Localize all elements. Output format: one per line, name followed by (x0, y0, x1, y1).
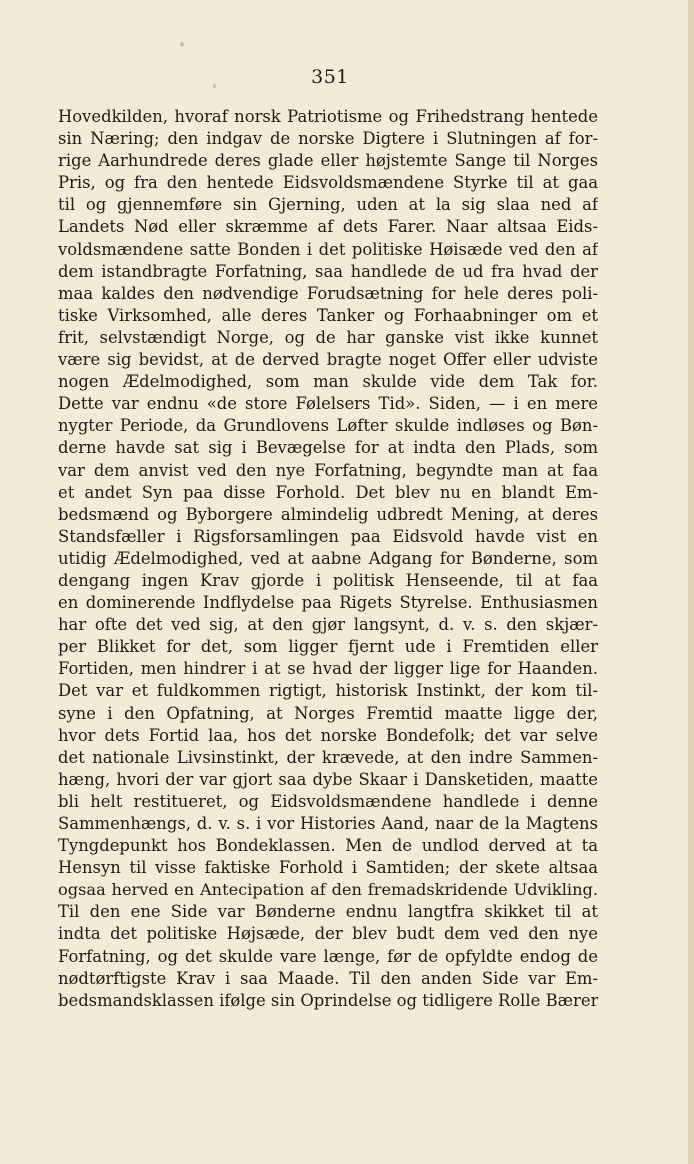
text-line: ogsaa herved en Antecipation af den fremadskridende Udvikling. (58, 880, 598, 900)
text-line: til og gjennemføre sin Gjerning, uden at la sig slaa ned af (58, 195, 598, 215)
text-line: Standsfæller i Rigsforsamlingen paa Eidsvold havde vist en (58, 526, 598, 546)
text-line: det nationale Livsinstinkt, der krævede, at den indre Sammen- (58, 747, 598, 767)
text-line: være sig bevidst, at de derved bragte noget Offer eller udviste (58, 350, 598, 370)
text-line: hæng, hvori der var gjort saa dybe Skaar i Dansketiden, maatte (58, 769, 598, 789)
body-text (58, 106, 598, 1012)
text-line: utidig Ædelmodighed, ved at aabne Adgang for Bønderne, som (58, 548, 598, 568)
text-line: Landets Nød eller skræmme af dets Farer. Naar altsaa Eids- (58, 217, 598, 237)
text-line: derne havde sat sig i Bevægelse for at indta den Plads, som (58, 438, 598, 458)
text-line: Sammenhængs, d. v. s. i vor Histories Aand, naar de la Magtens (58, 814, 598, 833)
text-line: Fortiden, men hindrer i at se hvad der ligger lige for Haanden. (58, 659, 598, 679)
text-line: per Blikket for det, som ligger fjernt ude i Fremtiden eller (58, 637, 598, 657)
page-number: 351 (311, 66, 349, 88)
text-line: en dominerende Indflydelse paa Rigets Styrelse. Enthusiasmen (58, 593, 598, 613)
text-line: sin Næring; den indgav de norske Digtere i Slutningen af for- (58, 129, 598, 149)
text-line: tiske Virksomhed, alle deres Tanker og Forhaabninger om et (58, 305, 598, 325)
text-line: dengang ingen Krav gjorde i politisk Henseende, til at faa (58, 570, 598, 590)
text-line: rige Aarhundrede deres glade eller højstemte Sange til Norges (58, 151, 598, 171)
text-line: har ofte det ved sig, at den gjør langsynt, d. v. s. den skjær- (58, 615, 598, 635)
text-line: nødtørftigste Krav i saa Maade. Til den anden Side var Em- (58, 968, 598, 988)
text-line: bli helt restitueret, og Eidsvoldsmændene handlede i denne (58, 791, 598, 811)
text-line: nygter Periode, da Grundlovens Løfter skulde indløses og Bøn- (58, 416, 598, 436)
text-line: frit, selvstændigt Norge, og de har ganske vist ikke kunnet (58, 327, 598, 347)
text-line: bedsmandsklassen ifølge sin Oprindelse og tidligere Rolle Bærer (58, 990, 598, 1010)
text-line: bedsmænd og Byborgere almindelig udbredt Mening, at deres (58, 504, 598, 524)
paper-speck (180, 42, 184, 47)
text-line: voldsmændene satte Bonden i det politiske Høisæde ved den af (58, 239, 598, 259)
text-line: indta det politiske Højsæde, der blev budt dem ved den nye (58, 924, 598, 944)
text-line: Hovedkilden, hvoraf norsk Patriotisme og Frihedstrang hentede (58, 107, 598, 126)
text-line: maa kaldes den nødvendige Forudsætning for hele deres poli- (58, 283, 598, 303)
text-line: Dette var endnu «de store Følelsers Tid». Siden, — i en mere (58, 394, 598, 414)
text-line: Hensyn til visse faktiske Forhold i Samtiden; der skete altsaa (58, 858, 598, 878)
text-line: Pris, og fra den hentede Eidsvoldsmændene Styrke til at gaa (58, 173, 598, 193)
text-line: Forfatning, og det skulde vare længe, før de opfyldte endog de (58, 946, 598, 966)
text-line: Tyngdepunkt hos Bondeklassen. Men de undlod derved at ta (58, 836, 598, 856)
text-line: syne i den Opfatning, at Norges Fremtid maatte ligge der, (58, 703, 598, 723)
text-line: hvor dets Fortid laa, hos det norske Bondefolk; det var selve (58, 725, 598, 745)
text-line: et andet Syn paa disse Forhold. Det blev nu en blandt Em- (58, 482, 598, 502)
text-line: var dem anvist ved den nye Forfatning, begyndte man at faa (58, 460, 598, 480)
text-line: dem istandbragte Forfatning, saa handlede de ud fra hvad der (58, 261, 598, 281)
text-line: Til den ene Side var Bønderne endnu langtfra skikket til at (58, 902, 598, 922)
text-line: nogen Ædelmodighed, som man skulde vide dem Tak for. (58, 372, 598, 392)
text-line: Det var et fuldkommen rigtigt, historisk Instinkt, der kom til- (58, 681, 598, 701)
